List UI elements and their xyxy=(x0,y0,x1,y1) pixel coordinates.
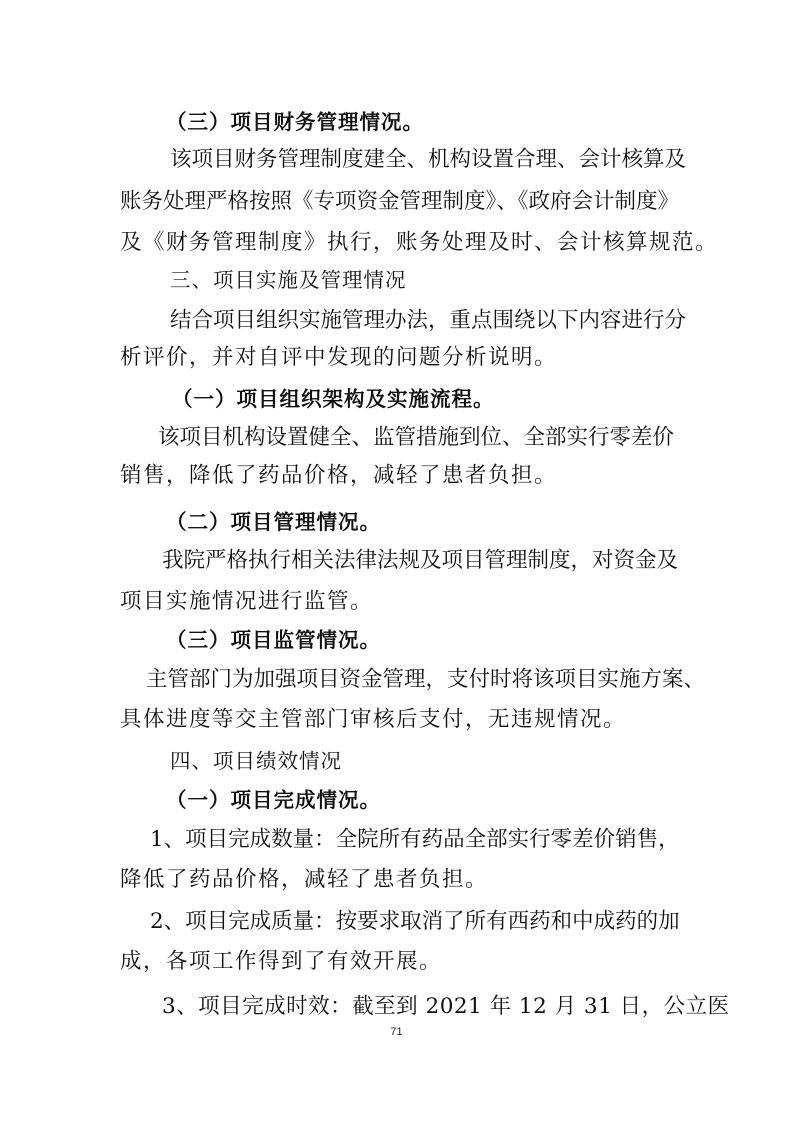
heading-completion: （一）项目完成情况。 xyxy=(166,788,381,812)
section-heading-implementation: 三、项目实施及管理情况 xyxy=(170,268,407,292)
heading-organization-structure: （一）项目组织架构及实施流程。 xyxy=(172,387,495,411)
paragraph-line: 3、项目完成时效：截至到 2021 年 12 月 31 日，公立医 xyxy=(162,994,730,1019)
paragraph-line: 该项目机构设置健全、监管措施到位、全部实行零差价 xyxy=(158,425,675,450)
heading-supervision: （三）项目监管情况。 xyxy=(166,628,381,652)
section-heading-performance: 四、项目绩效情况 xyxy=(170,749,342,773)
paragraph-line: 项目实施情况进行监管。 xyxy=(120,589,374,614)
paragraph-line: 我院严格执行相关法律法规及项目管理制度，对资金及 xyxy=(162,548,679,573)
paragraph-line: 1、项目完成数量：全院所有药品全部实行零差价销售， xyxy=(150,827,680,852)
paragraph-line: 具体进度等交主管部门审核后支付，无违规情况。 xyxy=(120,707,627,732)
paragraph-line: 该项目财务管理制度建全、机构设置合理、会计核算及 xyxy=(170,147,687,172)
page-number: 71 xyxy=(390,1026,403,1038)
heading-project-management: （二）项目管理情况。 xyxy=(166,510,381,534)
paragraph-line: 析评价，并对自评中发现的问题分析说明。 xyxy=(120,345,558,370)
paragraph-line: 结合项目组织实施管理办法，重点围绕以下内容进行分 xyxy=(170,308,687,333)
paragraph-line: 成，各项工作得到了有效开展。 xyxy=(120,949,443,974)
paragraph-line: 及《财务管理制度》执行，账务处理及时、会计核算规范。 xyxy=(120,230,719,255)
paragraph-line: 2、项目完成质量：按要求取消了所有西药和中成药的加 xyxy=(150,909,680,934)
paragraph-line: 账务处理严格按照《专项资金管理制度》、《政府会计制度》 xyxy=(120,189,680,214)
heading-finance-management: （三）项目财务管理情况。 xyxy=(166,110,424,134)
paragraph-line: 销售，降低了药品价格，减轻了患者负担。 xyxy=(120,463,558,488)
paragraph-line: 降低了药品价格，减轻了患者负担。 xyxy=(120,867,489,892)
paragraph-line: 主管部门为加强项目资金管理，支付时将该项目实施方案、 xyxy=(146,667,706,692)
